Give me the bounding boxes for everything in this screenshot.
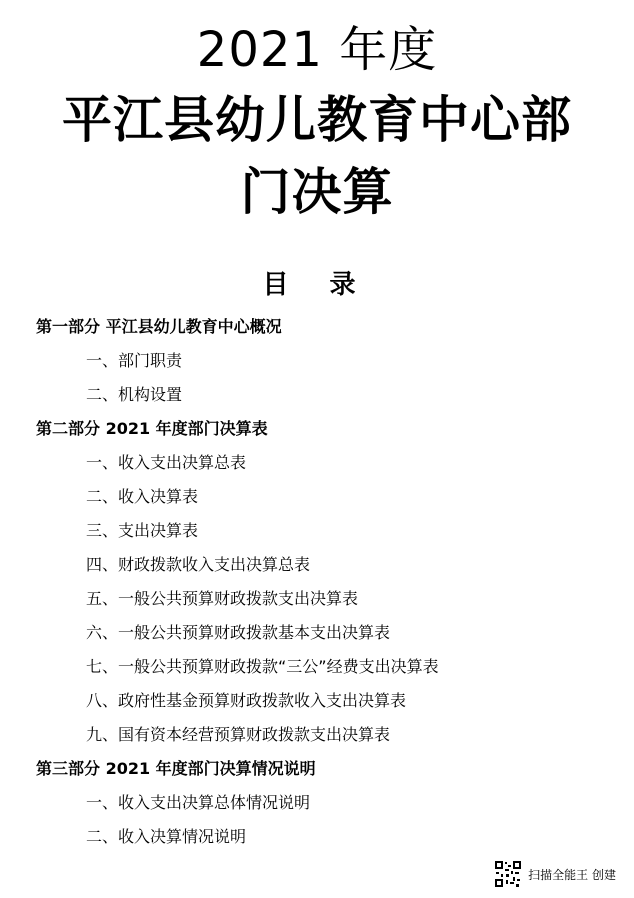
toc-item: 二、收入决算表 [86, 487, 199, 506]
scanner-watermark [494, 860, 616, 888]
document-title-suffix: 门决算 [240, 163, 394, 221]
toc-item: 八、政府性基金预算财政拨款收入支出决算表 [86, 691, 407, 710]
watermark-text: 扫描全能王 创建 [528, 867, 616, 882]
qr-code-icon [494, 860, 522, 888]
toc-part-3: 第三部分 2021 年度部门决算情况说明 [36, 759, 316, 778]
toc-item: 七、一般公共预算财政拨款“三公”经费支出决算表 [86, 657, 439, 676]
table-of-contents [36, 310, 596, 854]
document-title-year: 2021 年度 [196, 22, 438, 78]
toc-item: 一、收入支出决算总体情况说明 [86, 793, 311, 812]
toc-part-2: 第二部分 2021 年度部门决算表 [36, 419, 268, 438]
toc-heading: 目 录 [262, 270, 372, 300]
document-title-org: 平江县幼儿教育中心部 [62, 91, 572, 149]
toc-item: 九、国有资本经营预算财政拨款支出决算表 [86, 725, 391, 744]
toc-item: 一、收入支出决算总表 [86, 453, 247, 472]
toc-part-1: 第一部分 平江县幼儿教育中心概况 [36, 317, 282, 336]
toc-item: 四、财政拨款收入支出决算总表 [86, 555, 311, 574]
toc-item: 六、一般公共预算财政拨款基本支出决算表 [86, 623, 391, 642]
toc-item: 二、机构设置 [86, 385, 183, 404]
toc-item: 五、一般公共预算财政拨款支出决算表 [86, 589, 359, 608]
toc-item: 二、收入决算情况说明 [86, 827, 247, 846]
toc-item: 一、部门职责 [86, 351, 183, 370]
toc-item: 三、支出决算表 [86, 521, 199, 540]
